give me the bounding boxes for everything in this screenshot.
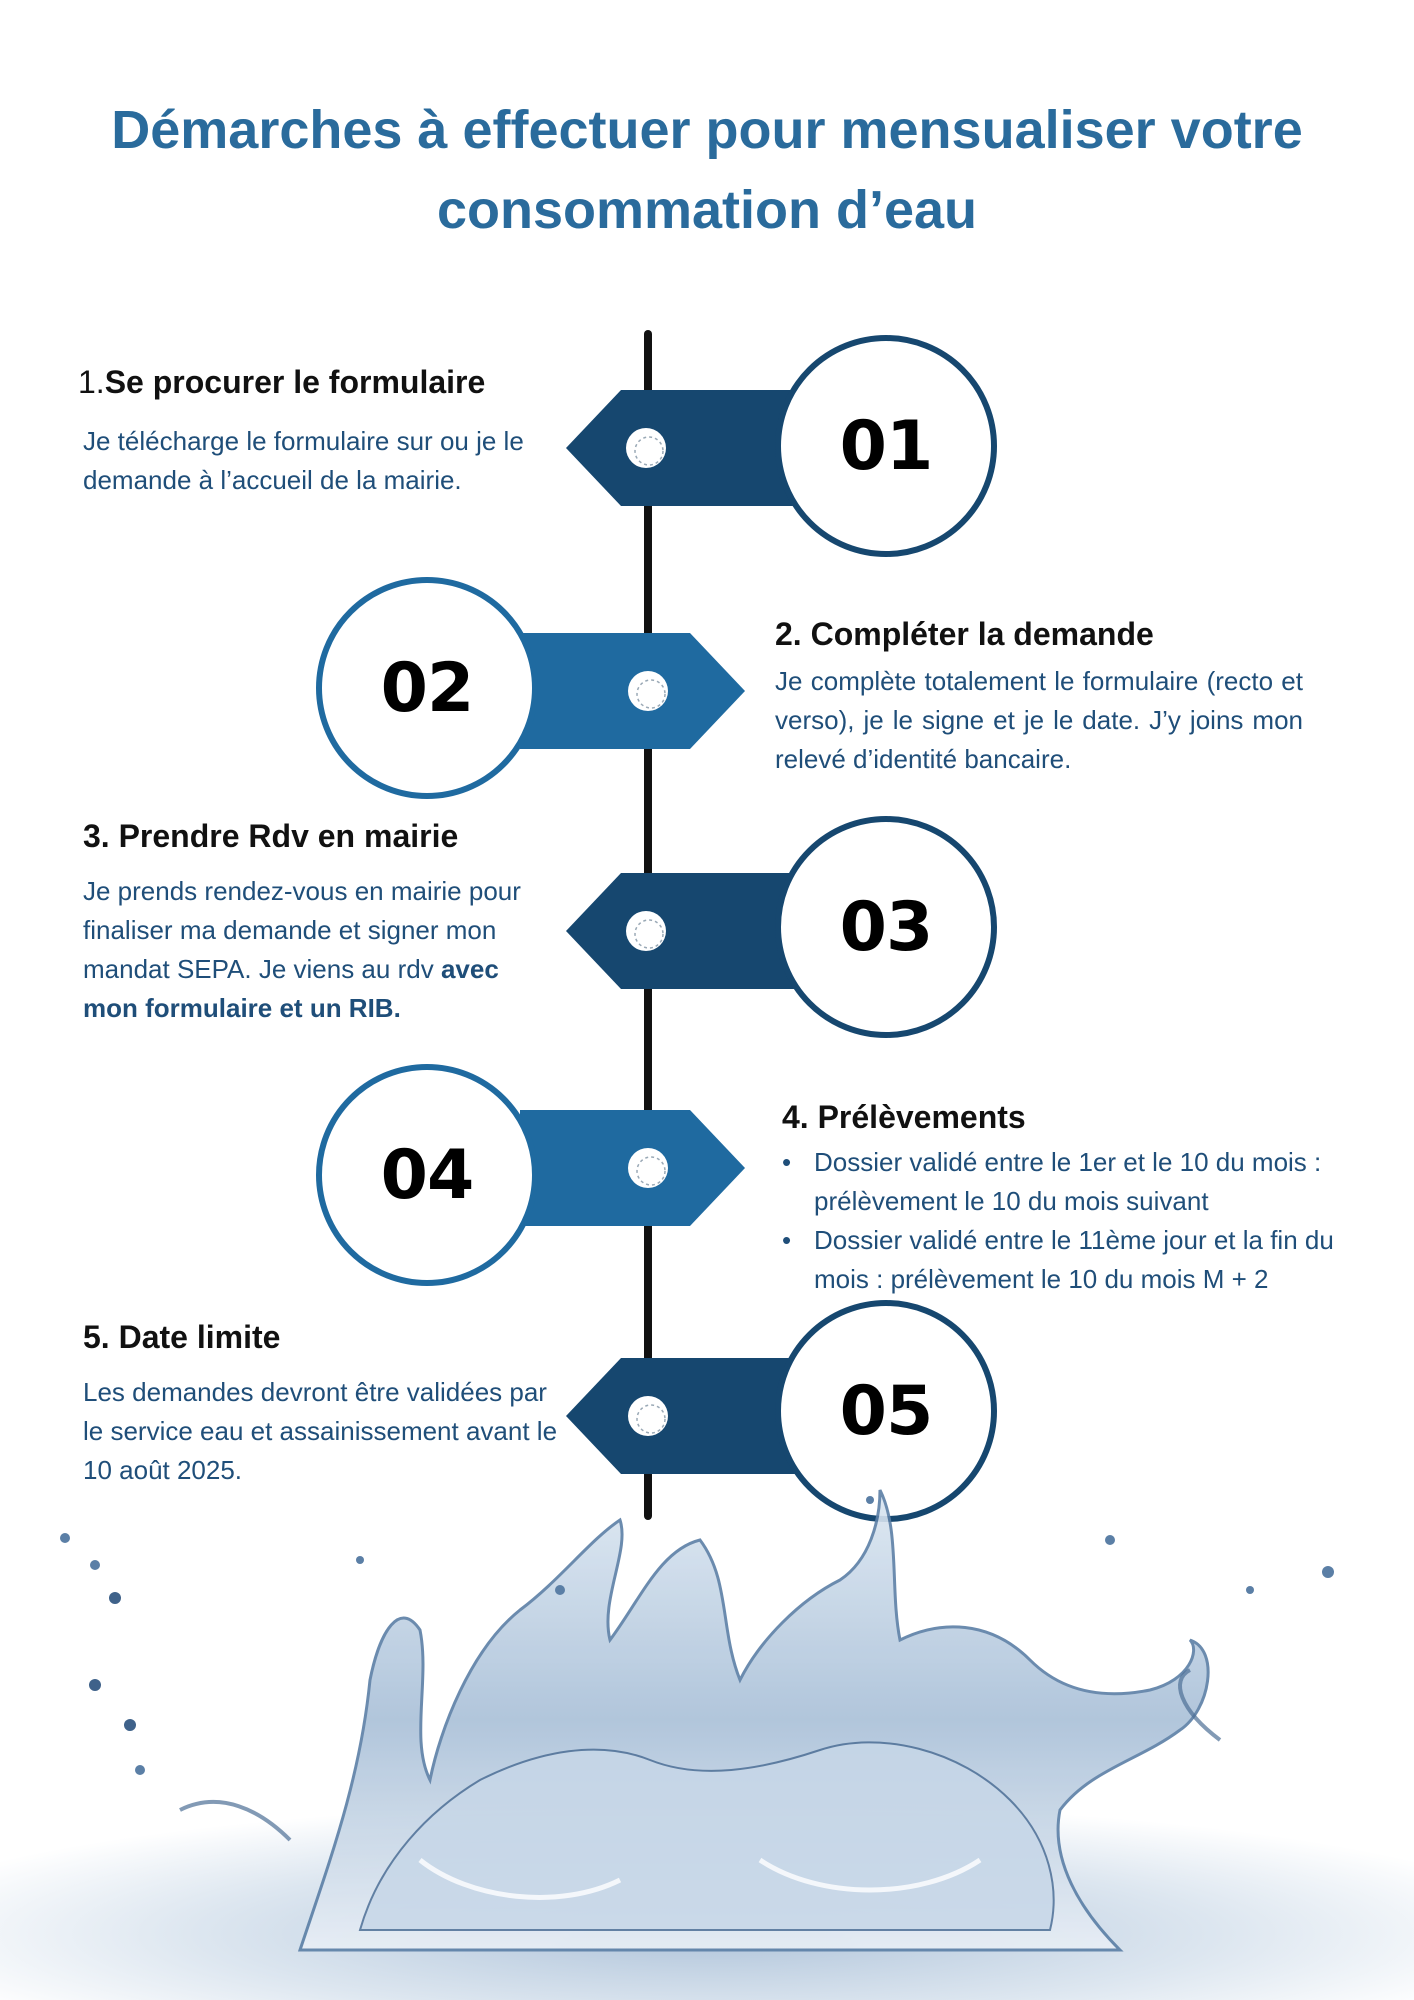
timeline-dot-icon — [626, 428, 666, 468]
step-4-heading: 4. Prélèvements — [782, 1099, 1026, 1135]
step-2-circle — [316, 577, 538, 799]
step-3-heading: 3. Prendre Rdv en mairie — [83, 818, 459, 854]
step-3-text-bold: avec mon formulaire et un RIB. — [83, 954, 499, 1023]
step-2-connector — [520, 633, 745, 749]
step-4-connector — [520, 1110, 745, 1226]
step-4-bullet-1: • Dossier validé entre le 1er et le 10 du mois : prélèvement le 10 du mois suivant — [780, 1143, 1385, 1221]
step-3-number: 03 — [839, 887, 933, 967]
step-5-text: Les demandes devront être validées par le service eau et assainissement avant le 10 août 2025. — [83, 1377, 558, 1485]
step-4-bullet-2: • Dossier validé entre le 11ème jour et la fin du mois : prélèvement le 10 du mois M + 2 — [780, 1221, 1385, 1299]
step-2-number: 02 — [380, 648, 474, 728]
step-4-bullet-list — [780, 1143, 1385, 1299]
step-4-circle — [316, 1064, 538, 1286]
step-1-text: Je télécharge le formulaire sur ou je le demande à l’accueil de la mairie. — [83, 426, 524, 495]
step-1-heading-number: 1. — [78, 364, 105, 400]
timeline-dot-icon — [626, 911, 666, 951]
step-4-number: 04 — [380, 1135, 474, 1215]
step-3-circle — [775, 816, 997, 1038]
step-5-number: 05 — [839, 1371, 933, 1451]
step-1-heading — [78, 362, 485, 402]
step-3-text-plain: Je prends rendez-vous en mairie pour finaliser ma demande et signer mon mandat SEPA. Je viens au rdv — [83, 876, 521, 984]
step-1-circle — [775, 335, 997, 557]
title-line-2: consommation d’eau — [436, 180, 978, 240]
water-splash-image — [0, 1480, 1414, 2000]
title-line-1: Démarches à effectuer pour mensualiser votre — [111, 100, 1303, 160]
step-1-heading-label: Se procurer le formulaire — [104, 364, 486, 400]
page-title — [0, 90, 1414, 250]
step-5-heading: 5. Date limite — [83, 1319, 281, 1355]
step-3-text — [83, 872, 553, 1028]
timeline-dot-icon — [628, 1148, 668, 1188]
step-1-number: 01 — [839, 406, 933, 486]
timeline-dot-icon — [628, 1396, 668, 1436]
timeline-dot-icon — [628, 671, 668, 711]
step-2-text: Je complète totalement le formulaire (recto et verso), je le signe et je le date. J’y joins mon relevé d’identité bancaire. — [775, 666, 1303, 774]
step-2-heading: 2. Compléter la demande — [775, 616, 1154, 652]
